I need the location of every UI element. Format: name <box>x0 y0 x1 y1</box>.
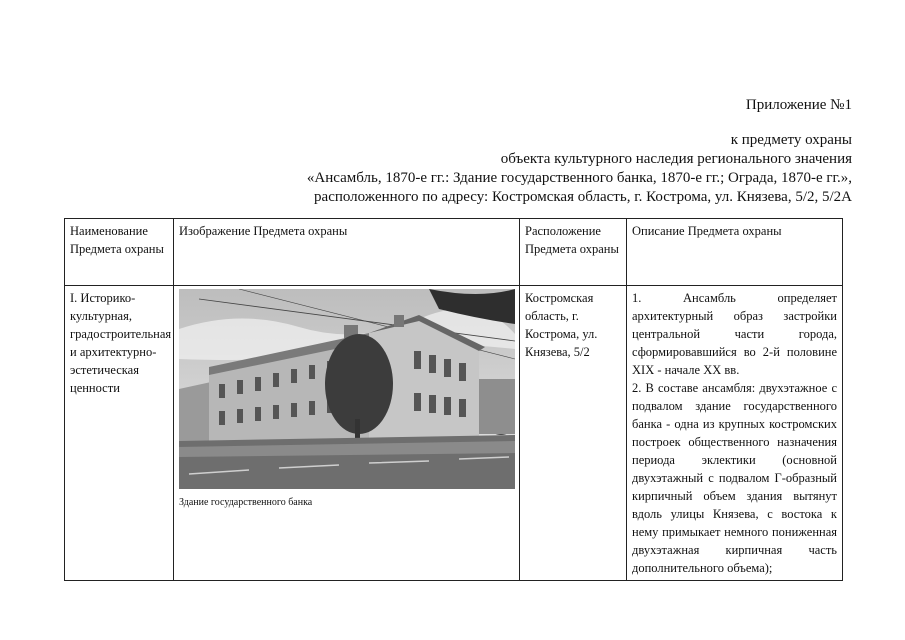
subtitle-line-1: к предмету охраны <box>730 132 852 148</box>
description-paragraph-2: 2. В составе ансамбля: двухэтажное с подвалом здание государственного банка - одна из крупных костромских построек общественного назначения периода эклектики (основной двухэтажный с подвалом Г-образный кирпичный объем здания вытянут вдоль улицы Князева, с востока к нему примыкает немного пониженная двухэтажная кирпичная часть дополнительного объема); <box>632 381 837 575</box>
table-header-row <box>65 219 843 286</box>
bank-building-photo <box>179 289 515 489</box>
protection-subject-table <box>64 218 843 581</box>
cell-location: Костромская область, г. Кострома, ул. Князева, 5/2 <box>520 286 627 581</box>
column-header-image: Изображение Предмета охраны <box>174 219 520 286</box>
cell-image <box>174 286 520 581</box>
cell-name: I. Историко-культурная, градостроительная и архитектурно-эстетическая ценности <box>65 286 174 581</box>
photo-caption: Здание государственного банка <box>179 497 313 508</box>
appendix-title: Приложение №1 <box>745 97 852 113</box>
subtitle-line-3: «Ансамбль, 1870-е гг.: Здание государственного банка, 1870-е гг.; Ограда, 1870-е гг.», <box>306 170 852 186</box>
cell-description <box>627 286 843 581</box>
column-header-name: Наименование Предмета охраны <box>65 219 174 286</box>
subtitle-line-4: расположенного по адресу: Костромская область, г. Кострома, ул. Князева, 5/2, 5/2А <box>314 189 852 205</box>
table-row <box>65 286 843 581</box>
column-header-location: Расположение Предмета охраны <box>520 219 627 286</box>
appendix-subtitle <box>307 131 852 207</box>
description-paragraph-1: 1. Ансамбль определяет архитектурный образ застройки центральной части города, сформировавшийся во 2-й половине XIX - начале XX вв. <box>632 291 837 377</box>
subtitle-line-2: объекта культурного наследия регионального значения <box>500 151 852 167</box>
column-header-description: Описание Предмета охраны <box>627 219 843 286</box>
